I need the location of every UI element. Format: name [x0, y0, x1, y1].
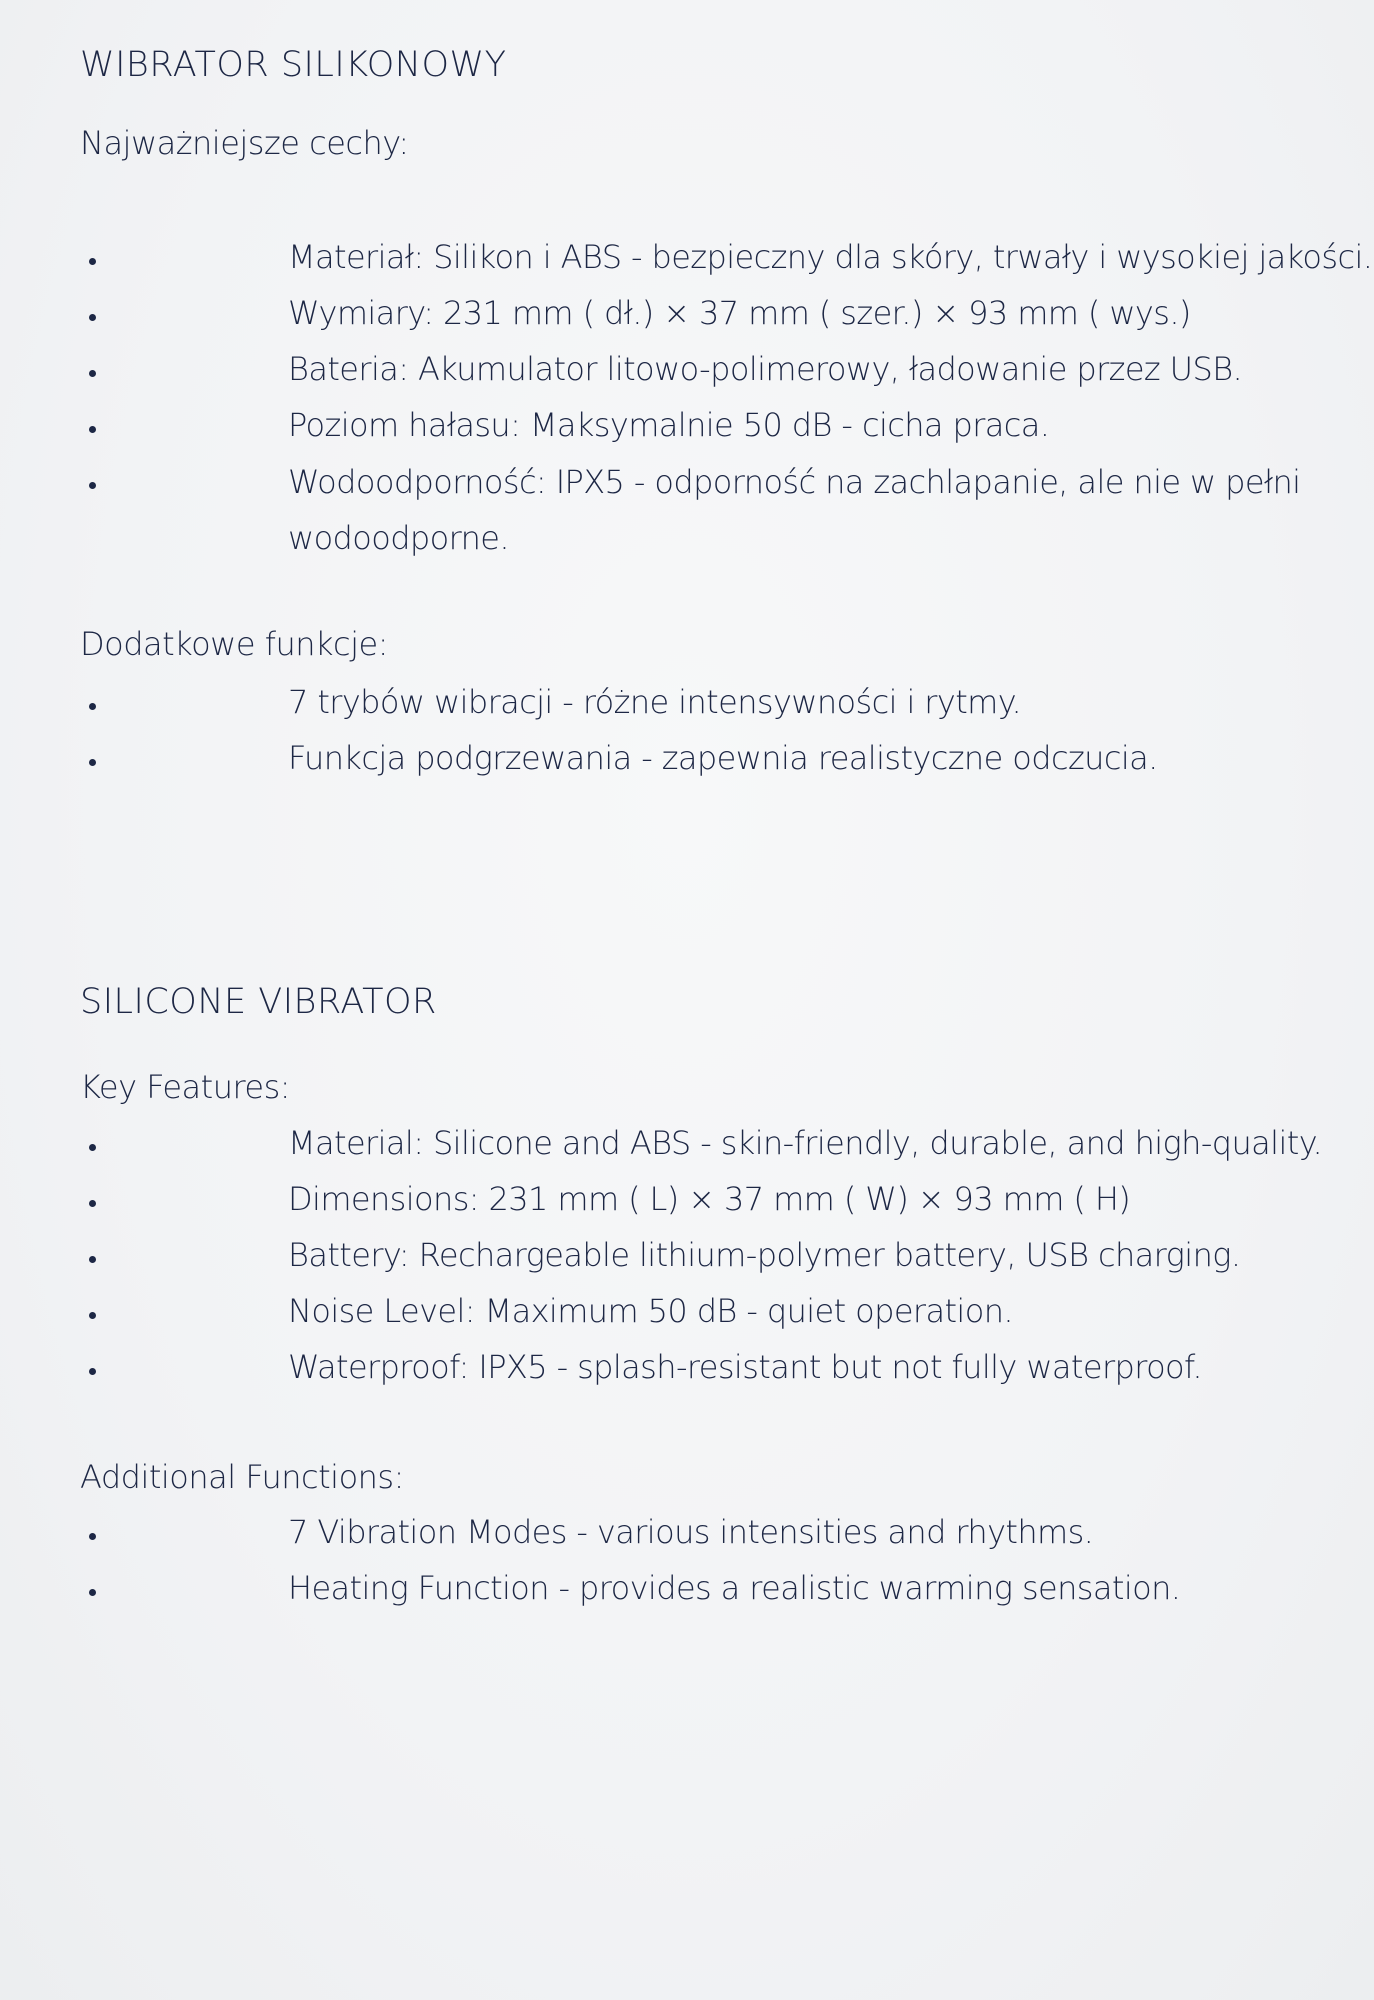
bullet-icon [89, 370, 96, 377]
english-extra-heating: Heating Function - provides a realistic warming sensation. [288, 1569, 1181, 1607]
english-extra-item [80, 1513, 1334, 1569]
english-feature-noise: Noise Level: Maximum 50 dB - quiet operation. [288, 1292, 1013, 1330]
polish-feature-item [80, 462, 1334, 574]
english-extra-item [80, 1569, 1334, 1625]
english-feature-item [80, 1292, 1334, 1348]
english-feature-material: Material: Silicone and ABS - skin-friendly, durable, and high-quality. [288, 1124, 1323, 1162]
polish-feature-battery: Bateria: Akumulator litowo-polimerowy, ładowanie przez USB. [288, 350, 1243, 388]
polish-feature-item [80, 238, 1373, 294]
polish-extra-item [80, 683, 1334, 739]
bullet-icon [89, 258, 96, 265]
english-features-heading: Key Features: [80, 1068, 291, 1106]
polish-feature-item [80, 350, 1334, 406]
bullet-icon [89, 314, 96, 321]
polish-feature-item [80, 294, 1334, 350]
polish-extra-item [80, 739, 1334, 795]
english-extra-modes: 7 Vibration Modes - various intensities and rhythms. [288, 1513, 1094, 1551]
bullet-icon [89, 759, 96, 766]
polish-feature-noise: Poziom hałasu: Maksymalnie 50 dB - cicha praca. [288, 406, 1050, 444]
polish-extra-heating: Funkcja podgrzewania - zapewnia realistyczne odczucia. [288, 739, 1158, 777]
polish-feature-waterproof: Wodoodporność: IPX5 - odporność na zachlapanie, ale nie w pełni wodoodporne. [288, 463, 1301, 557]
english-feature-item [80, 1348, 1334, 1404]
english-feature-dimensions: Dimensions: 231 mm ( L) × 37 mm ( W) × 93 mm ( H) [288, 1180, 1131, 1218]
polish-title: WIBRATOR SILIKONOWY [80, 45, 507, 85]
english-feature-waterproof: Waterproof: IPX5 - splash-resistant but not fully waterproof. [288, 1348, 1202, 1386]
bullet-icon [89, 1312, 96, 1319]
polish-feature-material: Materiał: Silikon i ABS - bezpieczny dla skóry, trwały i wysokiej jakości. [288, 238, 1373, 276]
english-feature-battery: Battery: Rechargeable lithium-polymer battery, USB charging. [288, 1236, 1241, 1274]
english-feature-item [80, 1236, 1334, 1292]
polish-features-heading: Najważniejsze cechy: [80, 124, 409, 162]
bullet-icon [89, 1589, 96, 1596]
bullet-icon [89, 1200, 96, 1207]
bullet-icon [89, 1368, 96, 1375]
bullet-icon [89, 1533, 96, 1540]
bullet-icon [89, 426, 96, 433]
polish-extra-modes: 7 trybów wibracji - różne intensywności i rytmy. [288, 683, 1022, 721]
english-extra-heading: Additional Functions: [80, 1458, 404, 1496]
bullet-icon [89, 482, 96, 489]
bullet-icon [89, 703, 96, 710]
bullet-icon [89, 1256, 96, 1263]
english-feature-item [80, 1124, 1334, 1180]
polish-extra-heading: Dodatkowe funkcje: [80, 625, 388, 663]
english-feature-item [80, 1180, 1334, 1236]
bullet-icon [89, 1144, 96, 1151]
polish-feature-dimensions: Wymiary: 231 mm ( dł.) × 37 mm ( szer.) × 93 mm ( wys.) [288, 294, 1191, 332]
english-title: SILICONE VIBRATOR [80, 982, 437, 1022]
